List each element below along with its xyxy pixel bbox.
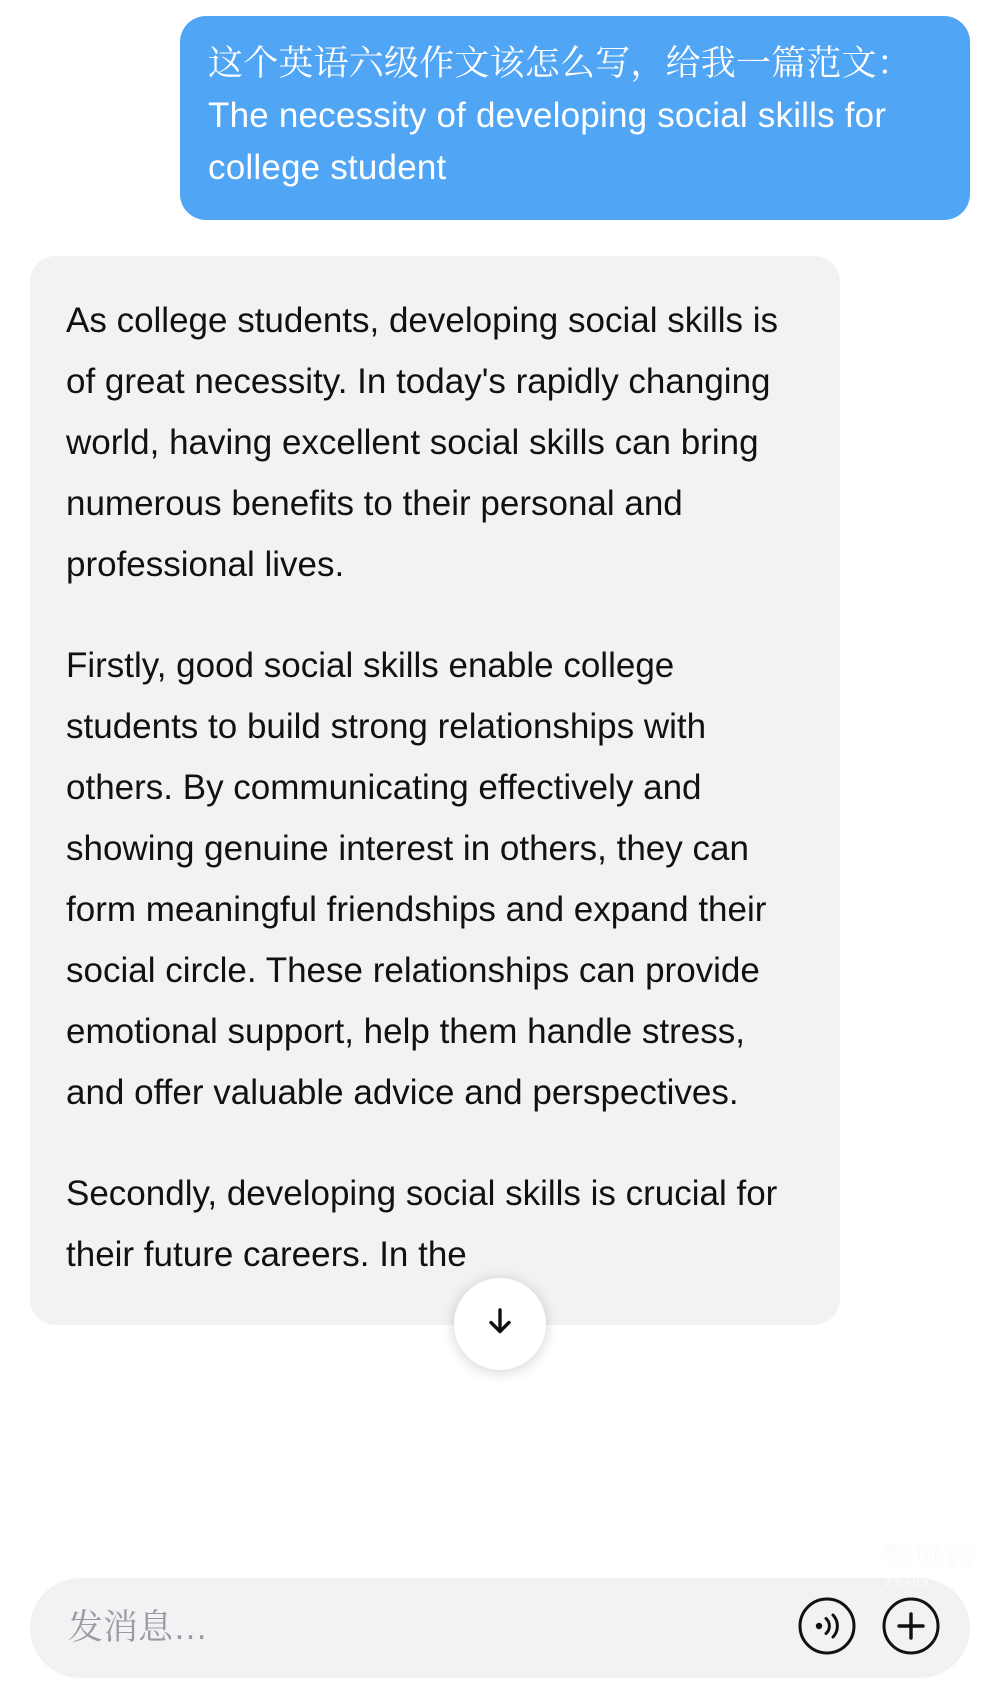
message-composer[interactable]	[30, 1578, 970, 1678]
arrow-down-icon	[478, 1300, 522, 1349]
plus-icon	[881, 1596, 941, 1661]
assistant-paragraph: Secondly, developing social skills is crucial for their future careers. In the	[66, 1174, 778, 1274]
message-input[interactable]	[66, 1577, 774, 1679]
user-message-bubble[interactable]: 这个英语六级作文该怎么写，给我一篇范文：The necessity of developing social skills for college student	[180, 16, 970, 220]
add-attachment-button[interactable]	[880, 1597, 942, 1659]
watermark-sub-text: zhidx.com	[884, 1575, 976, 1589]
assistant-paragraph: Firstly, good social skills enable college students to build strong relationships with others. By communicating effectively and showing genuine interest in others, they can form meaningful friendships and expand their social circle. These relationships can provide emotional support, help them handle stress, and offer valuable advice and perspectives.	[66, 646, 767, 1112]
user-message-row	[0, 0, 1000, 220]
watermark-main-text: 智東西	[882, 1541, 978, 1574]
assistant-message-row	[0, 220, 1000, 1325]
scroll-to-bottom-button[interactable]	[454, 1278, 546, 1370]
voice-wave-icon	[797, 1596, 857, 1661]
assistant-paragraph: As college students, developing social skills is of great necessity. In today's rapidly changing world, having excellent social skills can bring numerous benefits to their personal and professional lives.	[66, 301, 779, 584]
assistant-message-bubble[interactable]	[30, 256, 840, 1325]
voice-input-button[interactable]	[796, 1597, 858, 1659]
